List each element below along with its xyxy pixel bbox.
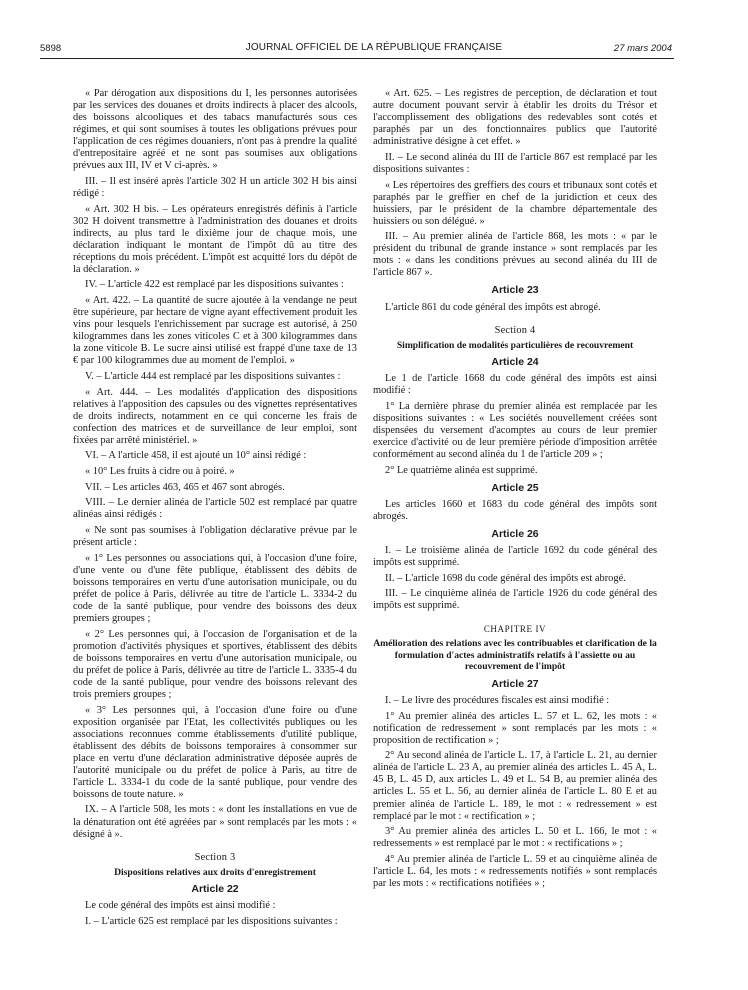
paragraph: I. – L'article 625 est remplacé par les dispositions suivantes :	[85, 915, 338, 927]
article-heading: Article 22	[191, 883, 239, 896]
paragraph: 3° Au premier alinéa des articles L. 50 et L. 166, le mot : « redressements » est remplacé par le mot : « rectifications » ;	[373, 826, 657, 850]
section-heading: Section 3	[194, 851, 236, 863]
paragraph: « 2° Les personnes qui, à l'occasion de l'organisation et de la promotion d'activités physiques et sportives, établissent des débits de boissons temporaires en vertu d'une autorisation municipale, ou du préfet de police à Paris, délivrée au titre de l'article L. 3335-4 du code de la santé publique, pour vendre des boissons relevant des trois premiers groupes ;	[73, 628, 357, 700]
paragraph: II. – L'article 1698 du code général des impôts est abrogé.	[385, 572, 626, 584]
paragraph: « Art. 625. – Les registres de perception, de déclaration et tout autre document pouvant servir à établir les droits du Trésor et l'accomplissement des obligations des redevables sont cotés et paraphés par un des fonctionnaires publics que l'autorité administrative désigne à cet effet. »	[373, 88, 657, 148]
paragraph: « Art. 444. – Les modalités d'application des dispositions relatives à l'apposition des capsules ou des vignettes représentatives de droits indirects, notamment en ce qui concerne les frais de confection des matrices et de surveillance de leur emploi, sont fixées par arrêté ministériel. »	[73, 386, 357, 446]
journal-title: JOURNAL OFFICIEL DE LA RÉPUBLIQUE FRANÇAISE	[245, 42, 503, 53]
paragraph: Le code général des impôts est ainsi modifié :	[85, 900, 276, 912]
paragraph: « Les répertoires des greffiers des cours et tribunaux sont cotés et paraphés par le greffier en chef de la juridiction et ceux des huissiers, par le président de la chambre départementale des huissiers ou son délégué. »	[373, 179, 657, 227]
section-title: Simplification de modalités particulières de recouvrement	[396, 339, 634, 351]
paragraph: 2° Le quatrième alinéa est supprimé.	[385, 464, 538, 476]
page-header	[0, 0, 748, 60]
article-heading: Article 25	[491, 481, 539, 494]
paragraph: VII. – Les articles 463, 465 et 467 sont abrogés.	[85, 481, 285, 493]
paragraph: III. – Le cinquième alinéa de l'article 1926 du code général des impôts est supprimé.	[373, 588, 657, 612]
paragraph: Les articles 1660 et 1683 du code général des impôts sont abrogés.	[373, 498, 657, 522]
header-rule	[40, 58, 674, 59]
paragraph: 1° La dernière phrase du premier alinéa est remplacée par les dispositions suivantes : « Les sociétés nouvellement créées sont dispensées du versement d'acomptes au cours de leur premier exercice d'activité ou de leur première période d'imposition arrêtée conformément au second alinéa du 1 de l'article 209 » ;	[373, 400, 657, 461]
paragraph: II. – Le second alinéa du III de l'article 867 est remplacé par les dispositions suivantes :	[373, 151, 657, 175]
chapter-heading: CHAPITRE IV	[483, 624, 547, 635]
article-heading: Article 23	[491, 284, 539, 297]
article-heading: Article 26	[491, 527, 539, 540]
paragraph: VI. – A l'article 458, il est ajouté un 10° ainsi rédigé :	[85, 450, 307, 462]
paragraph: IV. – L'article 422 est remplacé par les dispositions suivantes :	[85, 279, 344, 291]
paragraph: « Ne sont pas soumises à l'obligation déclarative prévue par le présent article :	[73, 525, 357, 549]
paragraph: « 3° Les personnes qui, à l'occasion d'une foire ou d'une exposition organisée par l'Etat, les collectivités publiques ou les associations reconnues comme établissements d'utilité publique, établissent des débits de boissons temporaires à consommer sur place en vertu d'une déclaration administrative déposée auprès de l'autorité municipale ou du préfet de police à Paris, au titre de l'article L. 3334-1 du code de la santé publique, pour vendre des boissons de toute nature. »	[73, 704, 357, 800]
paragraph: Le 1 de l'article 1668 du code général des impôts est ainsi modifié :	[373, 373, 657, 397]
paragraph: « Par dérogation aux dispositions du I, les personnes autorisées par les services des douanes et droits indirects à placer des alcools, des boissons alcooliques et des tabacs manufacturés sous ces régimes, et qui sont soumises à toutes les obligations prévues pour l'application de ces régimes douaniers, n'ont pas à prendre la qualité d'entrepositaire agréé et ne sont pas soumises aux obligations prévues aux III, IV et V ci-après. »	[73, 88, 357, 172]
right-column	[373, 88, 657, 894]
article-heading: Article 27	[491, 677, 539, 690]
paragraph: L'article 861 du code général des impôts est abrogé.	[385, 301, 601, 313]
paragraph: 2° Au second alinéa de l'article L. 17, à l'article L. 21, au dernier alinéa de l'article L. 23 A, au premier alinéa des articles L. 45 A, L. 45 B, L. 45 D, aux articles L. 49 et L. 54 B, au premier alinéa des articles L. 55 et L. 56, au dernier alinéa de l'article L. 80 E et au premier alinéa de l'article L. 189, le mot : « redressement » est remplacé par le mot : « rectification » ;	[373, 750, 657, 822]
paragraph: 4° Au premier alinéa de l'article L. 59 et au cinquième alinéa de l'article L. 64, les mots : « redressements notifiés » sont remplacés par les mots : « rectifications notifiées » ;	[373, 853, 657, 889]
paragraph: « Art. 422. – La quantité de sucre ajoutée à la vendange ne peut être supérieure, par hectare de vigne ayant effectivement produit les vins pour lesquels l'enrichissement par sucrage est autorisé, à 250 kilogrammes dans les zones viticoles C et à 300 kilogrammes dans la zone viticole B. Le sucre ainsi utilisé est frappé d'une taxe de 13 € par 100 kilogrammes due au moment de l'emploi. »	[73, 295, 357, 367]
paragraph: I. – Le livre des procédures fiscales est ainsi modifié :	[385, 694, 610, 706]
paragraph: « Art. 302 H bis. – Les opérateurs enregistrés définis à l'article 302 H doivent transmettre à l'administration des douanes et droits indirects, au plus tard le dixième jour de chaque mois, une déclaration indiquant le montant de l'impôt dû au titre des réceptions du mois précédent. L'impôt est acquitté lors du dépôt de la déclaration. »	[73, 203, 357, 275]
publication-date: 27 mars 2004	[613, 43, 672, 54]
page-number: 5898	[40, 43, 62, 54]
article-heading: Article 24	[491, 356, 539, 369]
section-title: Dispositions relatives aux droits d'enregistrement	[114, 866, 316, 878]
paragraph: III. – Au premier alinéa de l'article 868, les mots : « par le président du tribunal de grande instance » sont remplacés par les mots : « dans les conditions prévues au second alinéa du III de l'article 867 ».	[373, 231, 657, 279]
paragraph: VIII. – Le dernier alinéa de l'article 502 est remplacé par quatre alinéas ainsi rédigés :	[73, 497, 357, 521]
paragraph: « 10° Les fruits à cidre ou à poiré. »	[85, 466, 235, 478]
paragraph: IX. – A l'article 508, les mots : « dont les installations en vue de la dénaturation ont été agréées par » sont remplacés par les mots : « désigné à ».	[73, 804, 357, 840]
section-heading: Section 4	[494, 324, 536, 336]
chapter-title: Amélioration des relations avec les contribuables et clarification de la formulation d'actes administratifs relatifs à l'assiette ou au recouvrement de l'impôt	[373, 638, 657, 673]
paragraph: I. – Le troisième alinéa de l'article 1692 du code général des impôts est supprimé.	[373, 544, 657, 568]
paragraph: III. – Il est inséré après l'article 302 H un article 302 H bis ainsi rédigé :	[73, 175, 357, 199]
paragraph: V. – L'article 444 est remplacé par les dispositions suivantes :	[85, 371, 341, 382]
left-column	[73, 88, 357, 932]
paragraph: 1° Au premier alinéa des articles L. 57 et L. 62, les mots : « notification de redressement » sont remplacés par les mots : « proposition de rectification » ;	[373, 710, 657, 746]
paragraph: « 1° Les personnes ou associations qui, à l'occasion d'une foire, d'une vente ou d'une fête publique, établissent des débits de boissons temporaires en vertu d'une autorisation municipale, ou du préfet de police à Paris, délivrée au titre de l'article L. 3334-2 du code de la santé publique, pour vendre des boissons des deux premiers groupes ;	[73, 552, 357, 624]
